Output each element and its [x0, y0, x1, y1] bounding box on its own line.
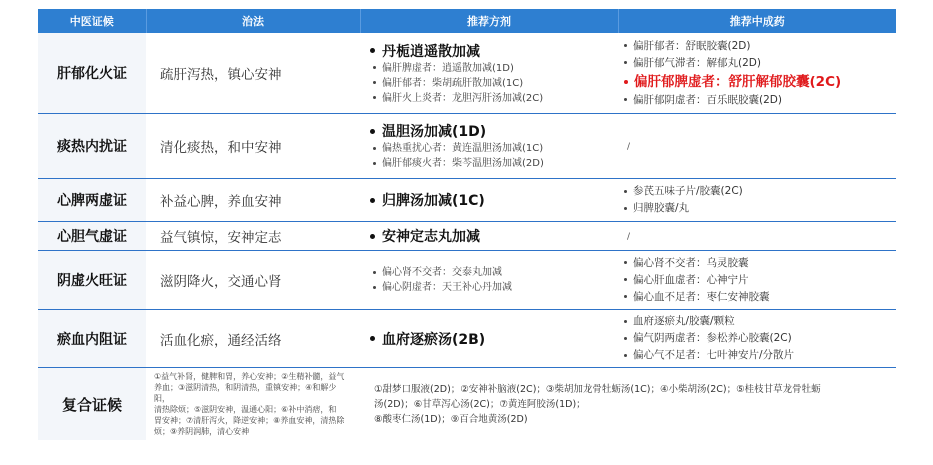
medicine-label: 偏肝郁阴虚者：百乐眠胶囊(2D)	[633, 93, 782, 106]
bullet-icon	[624, 278, 627, 281]
syndrome-cell: 痰热内扰证	[38, 114, 146, 179]
table-row	[38, 114, 896, 179]
syndrome-cell: 心脾两虚证	[38, 179, 146, 222]
tcm-recommendation-table	[38, 9, 896, 440]
table-header-row	[38, 9, 896, 33]
bullet-icon	[373, 81, 376, 84]
medicine-item	[624, 92, 896, 109]
formula-cell	[360, 222, 618, 251]
formula-cell	[360, 310, 618, 368]
bullet-icon	[624, 61, 627, 64]
syndrome-cell: 阴虚火旺证	[38, 251, 146, 310]
formula-sub	[370, 76, 618, 91]
bullet-icon	[373, 271, 376, 274]
bullet-icon	[370, 48, 375, 53]
medicine-label: 参芪五味子片/胶囊(2C)	[633, 185, 743, 197]
recommendation-table-container	[38, 9, 896, 440]
formula-sub	[370, 91, 618, 106]
medicine-cell	[618, 114, 896, 179]
formula-cell	[360, 179, 618, 222]
formula-main-label: 血府逐瘀汤(2B)	[382, 331, 486, 348]
formula-main	[370, 190, 618, 210]
medicine-item	[624, 255, 896, 272]
combined-treatment-cell	[146, 368, 360, 441]
medicine-cell	[618, 310, 896, 368]
medicine-label: 偏肝郁脾虚者：舒肝解郁胶囊(2C)	[634, 73, 842, 90]
medicine-item	[624, 313, 896, 330]
treatment-cell: 益气镇惊，安神定志	[146, 222, 360, 251]
medicine-label: 血府逐瘀丸/胶囊/颗粒	[633, 315, 735, 327]
medicine-item	[624, 289, 896, 306]
medicine-item-highlighted	[624, 72, 896, 92]
formula-cell	[360, 251, 618, 310]
medicine-label: 偏肝郁者：舒眠胶囊(2D)	[633, 39, 751, 52]
bullet-icon	[624, 295, 627, 298]
medicine-label: 偏心肝血虚者：心神宁片	[633, 273, 749, 286]
medicine-label: 偏心气不足者：七叶神安片/分散片	[633, 349, 795, 361]
bullet-icon	[373, 66, 376, 69]
table-row-combined	[38, 368, 896, 441]
combined-formula-line: ⑧酸枣仁汤(1D)；⑨百合地黄汤(2D)	[374, 413, 528, 425]
formula-main	[370, 329, 618, 349]
formula-sub-label: 偏心阴虚者：天王补心丹加减	[382, 282, 512, 293]
medicine-cell	[618, 33, 896, 114]
formula-sub-label: 偏肝脾虚者：逍遥散加减(1D)	[382, 62, 514, 74]
bullet-icon	[624, 44, 627, 47]
formula-cell	[360, 114, 618, 179]
bullet-icon	[373, 96, 376, 99]
combined-formula-line: 汤(2D)；⑥甘草泻心汤(2C)；⑦黄连阿胶汤(1D)；	[374, 398, 586, 410]
header-treatment: 治法	[146, 9, 360, 33]
syndrome-cell: 瘀血内阻证	[38, 310, 146, 368]
table-row	[38, 310, 896, 368]
header-syndrome: 中医证候	[38, 9, 146, 33]
bullet-icon	[624, 207, 627, 210]
formula-main	[370, 41, 618, 61]
header-formula: 推荐方剂	[360, 9, 618, 33]
medicine-cell	[618, 222, 896, 251]
empty-marker: /	[627, 232, 631, 242]
medicine-item	[624, 272, 896, 289]
formula-sub	[370, 141, 618, 156]
medicine-label: 偏肝郁气滞者：解郁丸(2D)	[633, 56, 761, 69]
medicine-label: 偏心肾不交者：乌灵胶囊	[633, 256, 749, 269]
formula-main-label: 丹栀逍遥散加减	[382, 43, 480, 60]
formula-main-label: 温胆汤加减(1D)	[382, 124, 487, 140]
combined-formula-line: ①甜梦口服液(2D)；②安神补脑液(2C)；③柴胡加龙骨牡蛎汤(1C)；④小柴胡汤(2C)；⑤桂枝甘草龙骨牡蛎	[374, 383, 821, 395]
bullet-icon	[624, 98, 627, 101]
formula-main-label: 归脾汤加减(1C)	[382, 193, 485, 209]
medicine-item	[624, 38, 896, 55]
treatment-cell: 活血化瘀，通经活络	[146, 310, 360, 368]
bullet-icon	[624, 337, 627, 340]
combined-formula-cell	[360, 368, 896, 441]
formula-sub-label: 偏心肾不交者：交泰丸加减	[382, 267, 502, 278]
table-row	[38, 33, 896, 114]
bullet-icon	[370, 234, 375, 239]
bullet-icon	[624, 80, 628, 84]
bullet-icon	[624, 261, 627, 264]
bullet-icon	[370, 336, 375, 341]
bullet-icon	[370, 129, 375, 134]
medicine-label: 偏心血不足者：枣仁安神胶囊	[633, 290, 770, 303]
bullet-icon	[624, 190, 627, 193]
formula-sub-label: 偏肝火上炎者：龙胆泻肝汤加减(2C)	[382, 92, 544, 104]
bullet-icon	[624, 354, 627, 357]
formula-sub	[370, 61, 618, 76]
combined-treatment-line: 胃安神；⑦清肝泻火，降逆安神；⑧养血安神，清热除	[154, 416, 345, 425]
treatment-cell: 疏肝泻热，镇心安神	[146, 33, 360, 114]
bullet-icon	[373, 286, 376, 289]
combined-treatment-line: 烦；⑨养阴润肺，清心安神	[154, 427, 250, 436]
bullet-icon	[624, 320, 627, 323]
syndrome-cell: 复合证候	[38, 368, 146, 441]
table-row	[38, 222, 896, 251]
combined-treatment-line: ①益气补肾，健脾和胃，养心安神；②生精补髓，益气	[154, 372, 345, 381]
syndrome-cell: 肝郁化火证	[38, 33, 146, 114]
formula-sub	[370, 265, 618, 280]
bullet-icon	[373, 162, 376, 165]
formula-sub-label: 偏肝郁痰火者：柴芩温胆汤加减(2D)	[382, 158, 544, 169]
medicine-cell	[618, 179, 896, 222]
treatment-cell: 补益心脾，养血安神	[146, 179, 360, 222]
formula-main-label: 安神定志丸加减	[382, 229, 480, 245]
medicine-label: 归脾胶囊/丸	[633, 202, 690, 214]
medicine-item	[624, 330, 896, 347]
medicine-cell	[618, 251, 896, 310]
formula-main	[370, 226, 618, 246]
bullet-icon	[370, 198, 375, 203]
header-medicine: 推荐中成药	[618, 9, 896, 33]
formula-sub	[370, 280, 618, 295]
medicine-item	[624, 55, 896, 72]
formula-main	[370, 121, 618, 141]
medicine-item	[624, 200, 896, 217]
medicine-label: 偏气阴两虚者：参松养心胶囊(2C)	[633, 332, 792, 344]
medicine-item	[624, 183, 896, 200]
table-row	[38, 251, 896, 310]
syndrome-cell: 心胆气虚证	[38, 222, 146, 251]
formula-sub-label: 偏热重扰心者：黄连温胆汤加减(1C)	[382, 143, 544, 154]
combined-treatment-line: 清热除烦；⑤滋阴安神，温通心阳；⑥补中消痞，和	[154, 405, 337, 414]
bullet-icon	[373, 147, 376, 150]
medicine-item	[624, 347, 896, 364]
treatment-cell: 清化痰热，和中安神	[146, 114, 360, 179]
table-row	[38, 179, 896, 222]
empty-marker: /	[627, 142, 631, 152]
formula-sub-label: 偏肝郁者：柴胡疏肝散加减(1C)	[382, 77, 524, 89]
formula-cell	[360, 33, 618, 114]
formula-sub	[370, 156, 618, 171]
combined-treatment-line: 养血；③滋阴清热，和阴清热，重镇安神；④和解少阳，	[154, 383, 337, 403]
treatment-cell: 滋阴降火，交通心肾	[146, 251, 360, 310]
